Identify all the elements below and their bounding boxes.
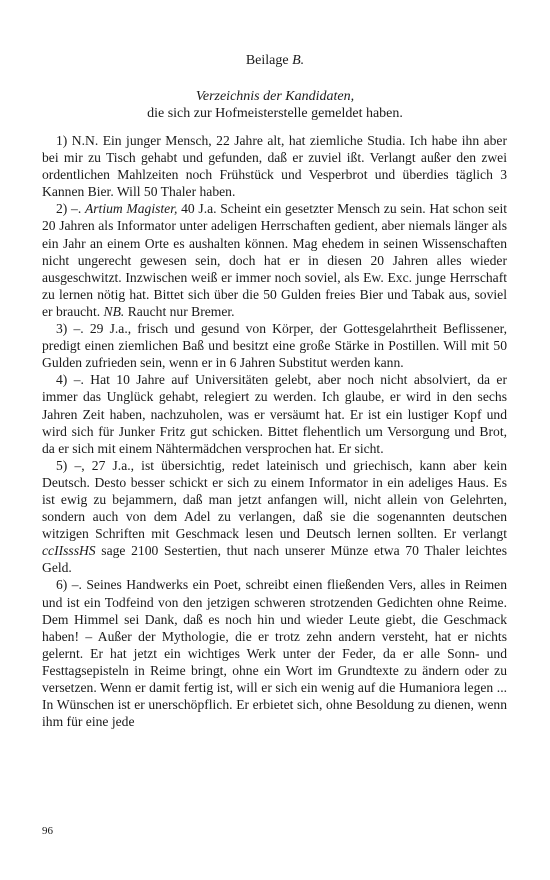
candidate-entry-3: 3) –. 29 J.a., frisch und gesund von Körper, der Gottesgelahrtheit Beflissener, predigt einen ziemlichen Baß und besitzt eine große Stärke in Postillen. Will mit 50 Gulden zufrieden sein, wenn er in 6 Jahren Substitut werden kann. [42,321,507,371]
appendix-heading [0,52,550,70]
appendix-label: Beilage [245,53,293,68]
candidate-entry-5 [42,457,507,577]
entry-2-part: 2) –. [56,201,85,217]
entry-5-roman-sum: ccIIsssHS [42,543,96,559]
candidate-entry-4: 4) –. Hat 10 Jahre auf Universitäten gelebt, aber noch nicht absolviert, da er immer das Unglück gehabt, relegiert zu werden. Ich glaube, er wird in den sechs Jahren Zeit haben, nachzuholen, was er versäumt hat. Er ist ein lustiger Kopf und wird sich für Junker Fritz gut schicken. Bittet flehentlich um Versorgung und Brot, da er sich mit einem Nähtermädchen versprochen hat. Er sicht. [42,372,507,456]
list-title: Verzeichnis der Kandidaten, [195,89,355,104]
candidate-entry-1: 1) N.N. Ein junger Mensch, 22 Jahre alt, hat ziemliche Studia. Ich habe ihn aber bei mir zu Tisch gehabt und gefunden, daß er zuviel ißt. Verlangt außer den zwei ordentlichen Mahlzeiten noch Frühstück und Vesperbrot und überdies täglich 3 Kannen Bier. Will 50 Thaler haben. [42,133,507,200]
entry-5-part: 5) –, 27 J.a., ist übersichtig, redet lateinisch und griechisch, kann aber kein Deutsch. Desto besser schickt er sich zu einem Informator in ein adeliges Haus. Es ist ewig zu bejammern, daß man jetzt anfangen will, nicht allein von Gelehrten, sondern auch von dem Adel zu verlangen, daß sie die sogenannten deutschen witzigen Schriften mit Geschmack lesen und Deutsch lernen sollten. Er verlangt [42,457,507,542]
page-number: 96 [42,825,53,837]
entry-2-degree: Artium Magister, [84,201,178,217]
entry-2-nota-bene: NB. [103,303,125,319]
candidate-entry-6: 6) –. Seines Handwerks ein Poet, schreibt einen fließenden Vers, alles in Reimen und ist ein Todfeind von den jetzigen schweren strotzenden Gedichten ohne Reime. Dem Himmel sei Dank, daß es noch hin und wieder Leute giebt, die Geschmack haben! – Außer der Mythologie, die er trotz zehn andern versteht, hat er nichts gelernt. Er hat jetzt ein wichtiges Werk unter der Feder, da er alle Sonn- und Festtagsepisteln in Reime bringt, ohne ein Wort im Grundtexte zu ändern oder zu versetzen. Wenn er damit fertig ist, will er sich ein wenig auf die Humaniora legen ... In Wünschen ist er unerschöpflich. Er erbietet sich, ohne Besoldung zu dienen, wenn ihm für eine jede [42,577,507,730]
appendix-letter: B. [292,53,305,68]
candidate-entry-2 [42,200,507,320]
body-text [42,132,507,730]
entry-5-part: sage 2100 Sestertien, thut nach unserer Münze etwa 70 Thaler leichtes Geld. [42,543,507,576]
entry-2-part: 40 J.a. Scheint ein gesetzter Mensch zu sein. Hat schon seit 20 Jahren als Informator unter adeligen Herrschaften gedient, aber niemals länger als ein Jahr an einem Orte es aushalten können. Mag ehedem in seinen Wissenschaften nicht ungerecht gewesen sein, doch hat er in diesen 20 Jahren alles wieder ausgeschwitzt. Inzwischen weiß er immer noch soviel, als Ew. Exc. junge Herrschaft zu lernen nötig hat. Bittet sich über die 50 Gulden freies Bier und Tabak aus, soviel er braucht. [42,201,507,319]
entry-2-part: Raucht nur Bremer. [124,303,235,319]
list-subtitle: die sich zur Hofmeisterstelle gemeldet haben. [147,106,403,121]
